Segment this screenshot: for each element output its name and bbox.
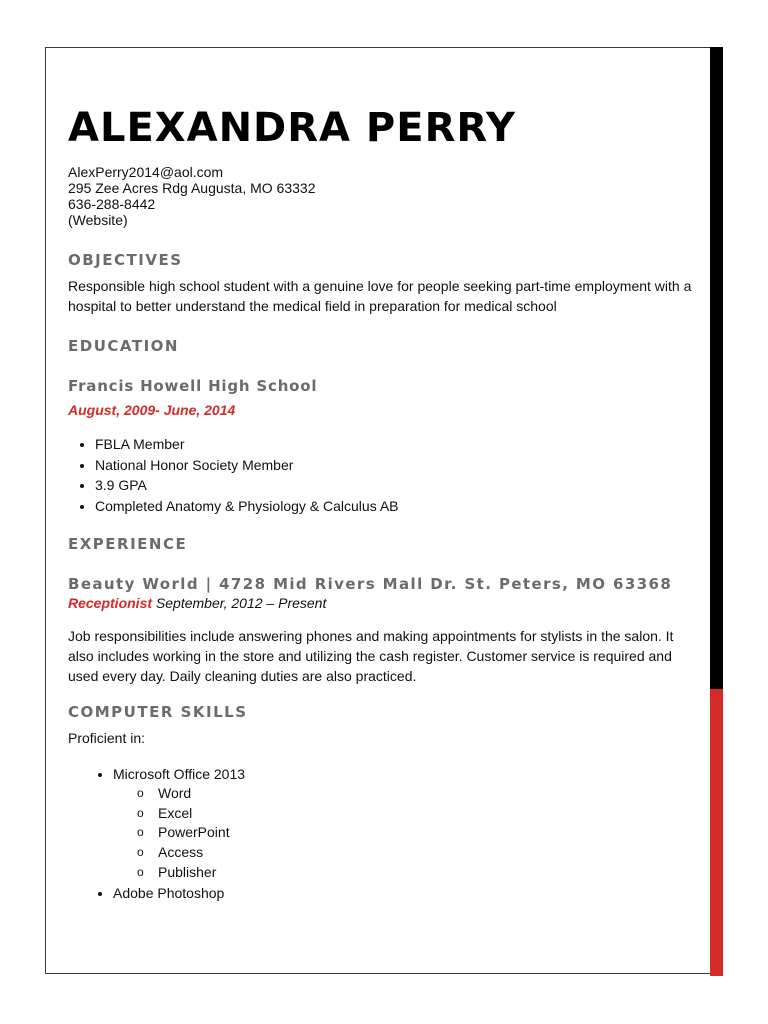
list-item: • FBLA Member [95, 434, 698, 455]
sub-list-item: o Excel [137, 804, 698, 824]
hollow-bullet-icon: o [137, 805, 144, 820]
accent-bar-red [710, 689, 723, 976]
list-item: • Completed Anatomy & Physiology & Calculus AB [95, 496, 698, 517]
education-heading: EDUCATION [68, 337, 179, 355]
computer-skills-heading: COMPUTER SKILLS [68, 703, 248, 721]
skills-intro: Proficient in: [68, 730, 146, 746]
job-role: Receptionist [68, 595, 153, 611]
sub-list-item: o PowerPoint [137, 823, 698, 843]
hollow-bullet-icon: o [137, 845, 144, 860]
job-dates: September, 2012 – Present [155, 595, 327, 611]
sub-list-item: o Word [137, 784, 698, 804]
list-item: • National Honor Society Member [95, 455, 698, 476]
accent-bar-black [710, 47, 723, 689]
website: (Website) [68, 212, 128, 228]
objectives-heading: OBJECTIVES [68, 251, 183, 269]
list-item: • Adobe Photoshop [113, 883, 698, 903]
education-list [68, 434, 698, 516]
job-description: Job responsibilities include answering phones and making appointments for stylists in the salon. It also includes working in the store and utilizing the cash register. Customer service is required and used every day. Daily cleaning duties are also practiced. [68, 628, 674, 684]
resume-content [68, 100, 698, 903]
school-name: Francis Howell High School [68, 377, 318, 395]
skill-label: Microsoft Office 2013 [113, 766, 246, 782]
education-dates: August, 2009- June, 2014 [68, 402, 236, 418]
hollow-bullet-icon: o [137, 864, 144, 879]
phone: 636-288-8442 [68, 196, 156, 212]
skills-list [68, 764, 698, 903]
experience-heading: EXPERIENCE [68, 535, 188, 553]
hollow-bullet-icon: o [137, 786, 144, 800]
hollow-bullet-icon: o [137, 825, 144, 840]
applicant-name: ALEXANDRA PERRY [68, 105, 516, 151]
objectives-text: Responsible high school student with a genuine love for people seeking part-time employment with a hospital to better understand the medical field in preparation for medical school [68, 278, 692, 314]
sub-list-item: o Publisher [137, 863, 698, 883]
sub-list-item: o Access [137, 843, 698, 863]
email: AlexPerry2014@aol.com [68, 164, 224, 180]
skills-sublist [113, 784, 698, 883]
list-item [113, 764, 698, 883]
role-line [68, 594, 698, 612]
address: 295 Zee Acres Rdg Augusta, MO 63332 [68, 180, 316, 196]
employer-heading: Beauty World | 4728 Mid Rivers Mall Dr. St. Peters, MO 63368 [68, 575, 673, 593]
list-item: • 3.9 GPA [95, 475, 698, 496]
contact-block [68, 164, 698, 228]
